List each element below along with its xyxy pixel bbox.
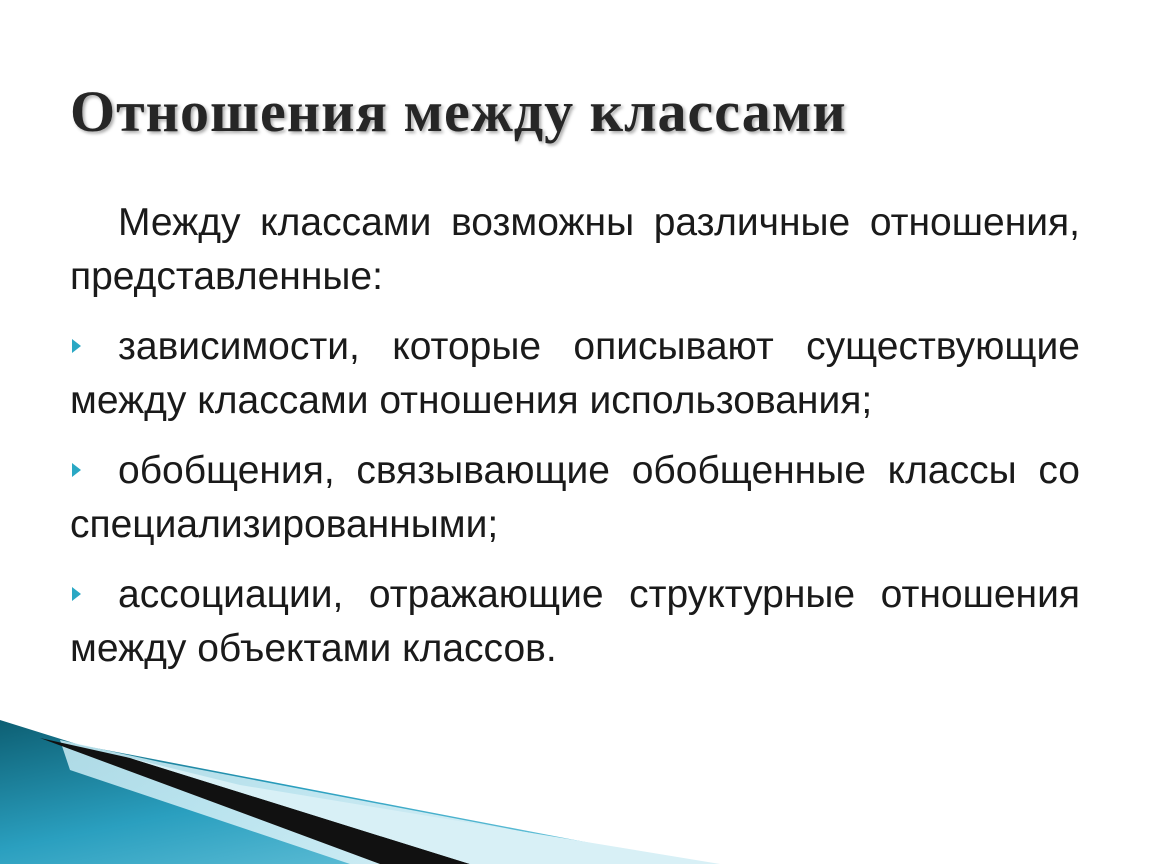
slide-title: Отношения между классами [70, 79, 847, 144]
bullet-item-associations [70, 568, 1080, 676]
corner-decoration [0, 700, 1150, 864]
triangle-bullet-icon [72, 587, 81, 601]
bullet-text: обобщения, связывающие обобщенные классы со специализированными; [70, 449, 1080, 546]
intro-paragraph: Между классами возможны различные отношения, представленные: [70, 201, 1080, 298]
triangle-bullet-icon [72, 463, 81, 477]
bullet-item-dependencies [70, 320, 1080, 428]
bullet-item-generalizations [70, 444, 1080, 552]
triangle-bullet-icon [72, 339, 81, 353]
bullet-text: ассоциации, отражающие структурные отношения между объектами классов. [70, 573, 1080, 670]
slide-body [70, 196, 1080, 692]
bullet-text: зависимости, которые описывают существующие между классами отношения использования; [70, 325, 1080, 422]
